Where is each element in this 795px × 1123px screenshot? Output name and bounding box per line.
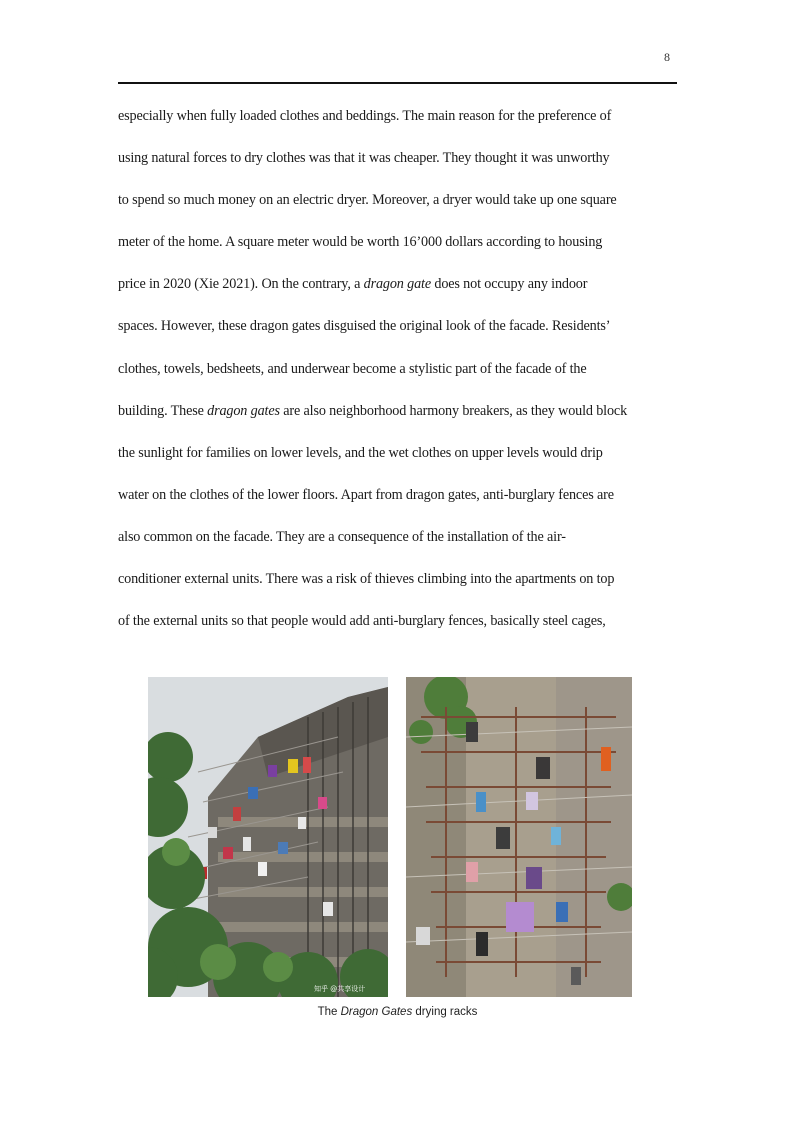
text-run: of the external units so that people would add anti-burglary fences, basically steel cages, [118,613,606,630]
text-line [118,179,680,221]
text-line [118,305,680,347]
text-line [118,221,680,263]
text-run: especially when fully loaded clothes and beddings. The main reason for the preference of [118,108,612,124]
text-run: clothes, towels, bedsheets, and underwear become a stylistic part of the facade of the [118,360,587,377]
text-run: does not occupy any indoor [430,276,588,293]
text-line [118,516,680,558]
text-line [118,95,680,137]
dragon-gates-facade-photo [148,677,388,997]
italic-term: dragon gates [207,402,280,419]
text-run: meter of the home. A square meter would be worth 16’000 dollars according to housing [118,234,603,251]
text-line [118,348,680,390]
text-run: also common on the facade. They are a consequence of the installation of the air- [118,528,566,545]
text-line [118,432,680,474]
body-paragraph [118,95,680,642]
text-run: price in 2020 (Xie 2021). On the contrary, a [118,276,364,293]
text-run: spaces. However, these dragon gates disguised the original look of the facade. Residents’ [118,318,611,335]
text-line [118,474,680,516]
text-run: the sunlight for families on lower levels, and the wet clothes on upper levels would drip [118,444,603,461]
text-line [118,600,680,642]
facade-illustration [148,677,388,997]
text-run: conditioner external units. There was a risk of thieves climbing into the apartments on top [118,571,615,588]
photo-watermark: 知乎 @共享设计 [314,985,366,993]
text-line [118,558,680,600]
text-run: building. These [118,402,208,419]
caption-text: drying racks [412,1006,478,1018]
italic-term: dragon gate [363,276,431,293]
text-run: water on the clothes of the lower floors. Apart from dragon gates, anti-burglary fences are [118,486,614,503]
text-run: using natural forces to dry clothes was that it was cheaper. They thought it was unworthy [118,150,610,167]
caption-italic: Dragon Gates [340,1006,413,1018]
text-line [118,263,680,305]
text-run: to spend so much money on an electric dryer. Moreover, a dryer would take up one square [118,192,617,209]
racks-illustration [406,677,632,997]
header-rule [118,82,677,84]
text-run: are also neighborhood harmony breakers, as they would block [279,402,628,419]
figure-caption [118,1006,677,1018]
text-line [118,390,680,432]
page-number: 8 [664,50,670,64]
dragon-gates-racks-photo [406,677,632,997]
text-line [118,137,680,179]
caption-text: The [317,1006,341,1018]
